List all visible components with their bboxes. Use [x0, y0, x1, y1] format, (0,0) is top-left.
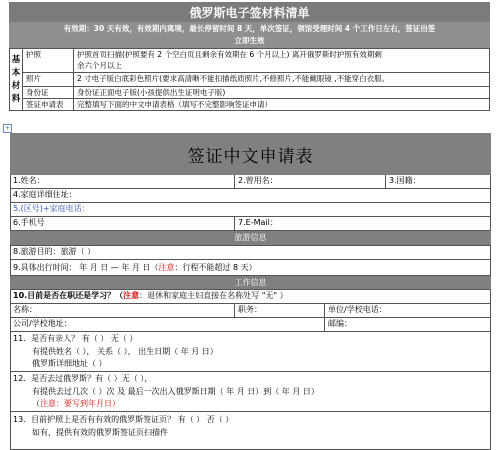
visited-question[interactable]: 12．是否去过俄罗斯？有（ ）无（ ）， — [13, 374, 153, 383]
basic-materials-label: 基本材料 — [10, 49, 23, 111]
email-field[interactable]: 7.E-Mail： — [238, 218, 278, 227]
visit-history-details[interactable]: 有提供去过几次（ ）次 及 最后一次出入俄罗斯日期（ 年 月 日）到（ 年 月 日） — [32, 387, 319, 396]
form-row-visited — [10, 372, 491, 412]
dates-note-label: 注意 — [158, 263, 175, 272]
validity-line-2: 立即生效 — [234, 36, 265, 45]
material-desc-form: 完整填写下面的中文申请表格（填写不完整影响签证申请） — [74, 99, 490, 111]
travel-purpose-field[interactable]: 8.旅游目的：旅游（ ） — [13, 247, 96, 256]
employment-question: 10.目前是否在职还是学习？（注意：退休和家庭主妇直接在名称处写 "无" ） — [13, 291, 288, 300]
name-field[interactable]: 1.姓名： — [13, 176, 45, 185]
material-label-form: 签证申请表 — [23, 99, 74, 111]
travel-info-header: 旅游信息 — [10, 231, 491, 246]
validity-line-1: 有效期：30 天有效，有效期内离境，最长停留时间 8 天，单次签证，领馆受理时间 4 个工作日左右，签证出签 — [63, 24, 436, 33]
form-row-address — [10, 189, 491, 203]
home-phone-field[interactable]: 5.(区号)+家庭电话： — [13, 204, 90, 213]
position-field[interactable]: 职务： — [238, 305, 262, 314]
employer-address-field[interactable]: 公司/学校地址： — [13, 319, 72, 328]
form-row-dates — [10, 260, 491, 276]
validity-note — [9, 22, 490, 48]
table-move-handle-icon[interactable]: + — [4, 125, 11, 132]
material-label-passport: 护照 — [23, 49, 74, 73]
form-row-relatives — [10, 332, 491, 372]
materials-title: 俄罗斯电子签材料清单 — [9, 2, 490, 22]
material-desc-passport: 护照首页扫描(护照要有 2 个空白页且剩余有效期在 6 个月以上) 离开俄罗斯时护照有效期剩 余六个月以上 — [74, 49, 490, 73]
material-label-id: 身份证 — [23, 87, 74, 99]
work-info-header: 工作信息 — [10, 276, 491, 290]
former-name-field[interactable]: 2.曾用名： — [238, 176, 278, 185]
employer-phone-field[interactable]: 单位/学校电话： — [328, 305, 387, 314]
employer-name-field[interactable]: 名称： — [13, 305, 37, 314]
material-desc-id: 身份证正面电子版(小孩提供出生证明电子版) — [74, 87, 490, 99]
form-row-name — [10, 175, 491, 189]
current-visa-note: 如有，提供有效的俄罗斯签证页扫描件 — [32, 428, 168, 437]
form-row-current-visa — [10, 412, 491, 450]
material-label-photo: 照片 — [23, 73, 74, 87]
materials-table — [9, 48, 490, 111]
form-row-employment — [10, 290, 491, 304]
form-row-employer — [10, 304, 491, 318]
relatives-details[interactable]: 有提供姓名（ ）， 关系（ ）， 出生日期（ 年 月 日） — [32, 347, 218, 356]
material-desc-photo: 2 寸电子版白底彩色照片(要求高清晰不能扣描纸质照片,不修照片,不能戴眼镜 ,不能穿白衣服。 — [74, 73, 490, 87]
mobile-field[interactable]: 6.手机号 — [13, 218, 45, 227]
postcode-field[interactable]: 邮编： — [328, 319, 352, 328]
relatives-address[interactable]: 俄罗斯详细地址（ ） — [32, 359, 107, 368]
visit-history-note: （注意：要写到年月日） — [32, 399, 120, 408]
form-row-home-phone — [10, 203, 491, 217]
nationality-field[interactable]: 3.国籍： — [389, 176, 421, 185]
form-row-purpose — [10, 246, 491, 260]
form-row-mobile — [10, 217, 491, 231]
travel-dates-field[interactable]: 9.具体出行时间： 年 月 日 — 年 月 日（注意：行程不能超过 8 天） — [13, 263, 257, 272]
relatives-question[interactable]: 11．是否有亲人？ 有（ ） 无（ ） — [13, 334, 138, 343]
current-visa-question[interactable]: 13．目前护照上是否有有效的俄罗斯签证页？ 有（ ） 否（ ） — [13, 415, 234, 424]
form-title: 签证中文申请表 — [10, 133, 491, 175]
home-address-field[interactable]: 4.家庭详细住址： — [13, 190, 77, 199]
form-row-employer-address — [10, 318, 491, 332]
